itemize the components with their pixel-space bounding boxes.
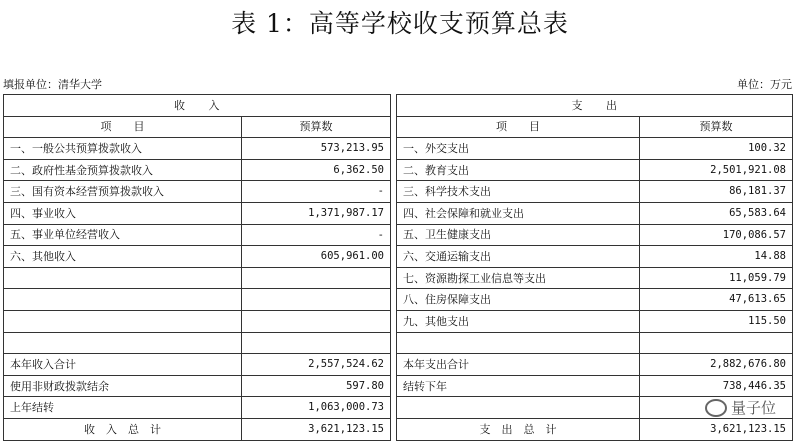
income-item [4,332,242,354]
expense-header: 支 出 [397,95,793,117]
totals-row [4,418,793,440]
table-row [4,224,793,246]
expense-item: 八、住房保障支出 [397,289,640,311]
expense-item [397,332,640,354]
income-item [4,267,242,289]
expense-value: 11,059.79 [640,267,793,289]
income-item: 六、其他收入 [4,246,242,268]
income-item: 上年结转 [4,397,242,419]
income-item [4,289,242,311]
budget-table [3,94,793,441]
table-row [4,202,793,224]
income-item: 一、一般公共预算拨款收入 [4,138,242,160]
expense-value: 2,882,676.80 [640,354,793,376]
expense-value: 47,613.65 [640,289,793,311]
expense-value: 14.88 [640,246,793,268]
income-value: 1,371,987.17 [242,202,391,224]
income-value [242,289,391,311]
income-value: 605,961.00 [242,246,391,268]
expense-item: 二、教育支出 [397,159,640,181]
expense-value: 738,446.35 [640,375,793,397]
expense-item: 结转下年 [397,375,640,397]
table-row [4,375,793,397]
expense-value: 115.50 [640,310,793,332]
income-item: 本年收入合计 [4,354,242,376]
income-item: 二、政府性基金预算拨款收入 [4,159,242,181]
income-value: 597.80 [242,375,391,397]
watermark [705,397,776,418]
income-total-label: 收 入 总 计 [4,418,242,440]
income-value: 573,213.95 [242,138,391,160]
expense-item: 九、其他支出 [397,310,640,332]
income-value: 2,557,524.62 [242,354,391,376]
expense-total-value: 3,621,123.15 [640,418,793,440]
expense-budget-header: 预算数 [640,116,793,138]
expense-item: 六、交通运输支出 [397,246,640,268]
income-item: 五、事业单位经营收入 [4,224,242,246]
income-value [242,310,391,332]
expense-item: 五、卫生健康支出 [397,224,640,246]
currency-unit: 单位：万元 [737,78,792,91]
section-header-row [4,95,793,117]
watermark-text: 量子位 [730,399,776,417]
income-value: - [242,181,391,203]
reporting-unit: 填报单位：清华大学 [3,78,102,91]
expense-value: 86,181.37 [640,181,793,203]
expense-item: 三、科学技术支出 [397,181,640,203]
income-item: 三、国有资本经营预算拨款收入 [4,181,242,203]
income-total-value: 3,621,123.15 [242,418,391,440]
table-row [4,267,793,289]
table-row [4,138,793,160]
income-budget-header: 预算数 [242,116,391,138]
expense-value: 65,583.64 [640,202,793,224]
table-row [4,246,793,268]
expense-value: 2,501,921.08 [640,159,793,181]
income-item: 四、事业收入 [4,202,242,224]
expense-value: 100.32 [640,138,793,160]
expense-item [397,397,640,419]
table-row [4,181,793,203]
income-value [242,332,391,354]
income-header: 收 入 [4,95,391,117]
income-item [4,310,242,332]
income-value: 6,362.50 [242,159,391,181]
expense-value [640,332,793,354]
table-row [4,332,793,354]
income-value [242,267,391,289]
income-item-header: 项 目 [4,116,242,138]
table-row [4,159,793,181]
expense-item: 一、外交支出 [397,138,640,160]
chat-bubble-icon [705,399,727,417]
table-row [4,289,793,311]
expense-item: 四、社会保障和就业支出 [397,202,640,224]
expense-item-header: 项 目 [397,116,640,138]
income-value: - [242,224,391,246]
income-value: 1,063,000.73 [242,397,391,419]
income-item: 使用非财政拨款结余 [4,375,242,397]
expense-item: 七、资源勘探工业信息等支出 [397,267,640,289]
expense-total-label: 支 出 总 计 [397,418,640,440]
table-row [4,397,793,419]
column-header-row [4,116,793,138]
table-row [4,354,793,376]
table-row [4,310,793,332]
expense-item: 本年支出合计 [397,354,640,376]
page-title: 表 1：高等学校收支预算总表 [231,9,569,38]
expense-value: 170,086.57 [640,224,793,246]
